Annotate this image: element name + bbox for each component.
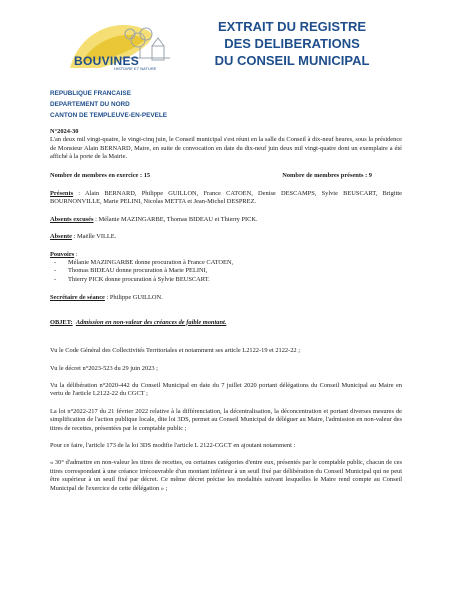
legal-paragraph: Pour ce faire, l'article 173 de la loi 3DS modifie l'article L 2122-CGCT en ajoutant notamment : xyxy=(50,441,296,449)
department-line: DEPARTEMENT DU NORD xyxy=(50,101,130,108)
logo-name: BOUVINES xyxy=(74,54,140,68)
objet-paragraph: OBJET: Admission en non-valeur des créances de faible montant. xyxy=(50,318,227,326)
title-line-2: DES DELIBERATIONS xyxy=(224,36,360,51)
intro-paragraph: L'an deux mil vingt-quatre, le vingt-cinq juin, le Conseil municipal s'est réuni en la salle du Conseil à dix-neuf heures, sous la présidence de Monsieur Alain BERNARD, Maire, en suite de convocation en date du dix-neuf juin deux mil vingt-quatre dont un exemplaire a été affiché à la porte de la Mairie. xyxy=(50,136,402,161)
deliberation-number: N°2024-30 xyxy=(50,128,79,135)
presents-text: : Alain BERNARD, Philippe GUILLON, France CATOEN, Denise DESCAMPS, Sylvie BEUSCART, Brigitte BOURNONVILLE, Marie PELINI, Nicolas METTA et Jean-Michel DESPREZ. xyxy=(50,190,402,206)
logo-artwork xyxy=(60,10,180,82)
proxies-suffix: : xyxy=(74,250,78,258)
secretary-text: : Philippe GUILLON. xyxy=(104,294,163,302)
legal-paragraph: Vu le Code Général des Collectivités Territoriales et notamment ses article L2122-19 et 2122-22 ; xyxy=(50,347,300,355)
excused-paragraph xyxy=(50,216,402,224)
excused-label: Absents excusés xyxy=(50,215,94,223)
proxy-item: - Thomas BIDEAU donne procuration à Marie PELINI, xyxy=(68,267,402,275)
secretary-label: Secrétaire de séance xyxy=(50,294,105,302)
document-title xyxy=(192,18,392,69)
absent-text: : Maëlle VILLE. xyxy=(72,233,117,241)
presents-label: Présents xyxy=(50,190,74,198)
absent-paragraph xyxy=(50,233,402,241)
bouvines-logo xyxy=(60,10,180,82)
excused-text: : Mélanie MAZINGARBE, Thomas BIDEAU et Thierry PICK. xyxy=(93,215,258,223)
republic-line: REPUBLIQUE FRANCAISE xyxy=(50,90,131,97)
administrative-header xyxy=(50,88,167,121)
absent-label: Absente xyxy=(50,233,73,241)
logo-tagline: HISTOIRE ET NATURE xyxy=(114,66,157,71)
legal-paragraph: Vu le décret n°2023-523 du 29 juin 2023 ; xyxy=(50,364,158,372)
proxies-list xyxy=(50,259,402,284)
document-body xyxy=(50,128,402,493)
objet-label: OBJET xyxy=(50,318,71,326)
members-row xyxy=(50,172,402,180)
legal-paragraph: La loi n°2022-217 du 21 février 2022 relative à la différenciation, la décentralisation, la déconcentration et portant diverses mesures de simplification de l'action publique locale, dite loi 3DS, permet au Conseil Municipal de déléguer au Maire, l'admission en non-valeur des titres de recettes, présentées par le comptable public ; xyxy=(50,407,402,432)
proxies-heading xyxy=(50,251,402,259)
title-line-1: EXTRAIT DU REGISTRE xyxy=(217,19,367,34)
title-line-3: DU CONSEIL MUNICIPAL xyxy=(214,53,370,68)
members-present: Nombre de membres présents : 9 xyxy=(282,171,372,179)
objet-text: Admission en non-valeur des créances de faible montant. xyxy=(75,318,227,326)
presents-paragraph xyxy=(50,190,402,207)
members-in-office: Nombre de membres en exercice : 15 xyxy=(50,171,151,179)
proxy-item: - Mélanie MAZINGARBE donne procuration à France CATOEN, xyxy=(68,259,402,267)
legal-paragraph: « 30° d'admettre en non-valeur les titres de recettes, ou certaines catégories d'entre eux, présentés par le comptable public, chacun de ces titres correspondant à une créance irrécouvrable d'un montant inférieur à un seuil fixé par délibération du Conseil Municipal qui ne peut être supérieur à un seuil fixé par décret. Ce même décret précise les modalités suivant lesquelles le Maire rend compte au Conseil Municipal de l'exercice de cette délégation » ; xyxy=(50,459,402,492)
legal-paragraph: Vu la délibération n°2020-442 du Conseil Municipal en date du 7 juillet 2020 portant délégations du Conseil Municipal au Maire en vertu de l'article L2122-22 du CGCT ; xyxy=(50,381,402,398)
secretary-paragraph xyxy=(50,294,402,302)
proxies-label: Pouvoirs xyxy=(50,250,75,258)
proxy-item: - Thierry PICK donne procuration à Sylvie BEUSCART. xyxy=(68,276,402,284)
canton-line: CANTON DE TEMPLEUVE-EN-PEVELE xyxy=(50,112,168,119)
